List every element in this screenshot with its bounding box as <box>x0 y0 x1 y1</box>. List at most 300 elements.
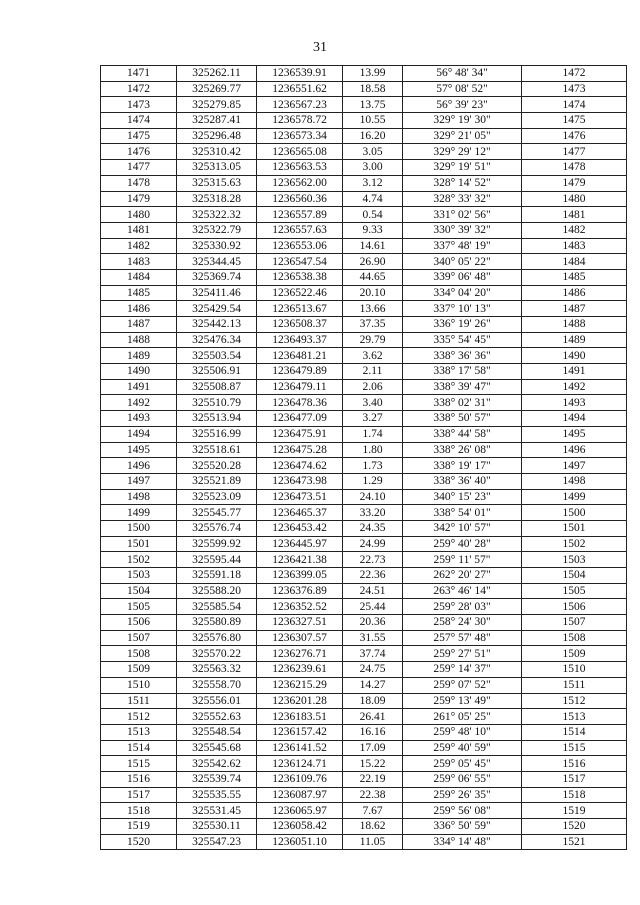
x-coordinate-cell: 325513.94 <box>177 411 257 427</box>
bearing-cell: 259° 07' 52" <box>403 677 522 693</box>
table-row <box>101 301 627 317</box>
bearing-cell: 56° 39' 23" <box>403 97 522 113</box>
next-point-cell: 1511 <box>522 677 627 693</box>
distance-cell: 25.44 <box>343 599 403 615</box>
y-coordinate-cell: 1236473.51 <box>257 489 343 505</box>
bearing-cell: 257° 57' 48" <box>403 630 522 646</box>
next-point-cell: 1477 <box>522 144 627 160</box>
y-coordinate-cell: 1236479.89 <box>257 364 343 380</box>
point-number-cell: 1490 <box>101 364 177 380</box>
table-row <box>101 458 627 474</box>
x-coordinate-cell: 325322.79 <box>177 222 257 238</box>
next-point-cell: 1482 <box>522 222 627 238</box>
point-number-cell: 1476 <box>101 144 177 160</box>
next-point-cell: 1496 <box>522 442 627 458</box>
x-coordinate-cell: 325287.41 <box>177 113 257 129</box>
distance-cell: 3.40 <box>343 395 403 411</box>
point-number-cell: 1473 <box>101 97 177 113</box>
bearing-cell: 340° 15' 23" <box>403 489 522 505</box>
y-coordinate-cell: 1236479.11 <box>257 379 343 395</box>
bearing-cell: 259° 40' 28" <box>403 536 522 552</box>
y-coordinate-cell: 1236475.28 <box>257 442 343 458</box>
table-row <box>101 144 627 160</box>
y-coordinate-cell: 1236508.37 <box>257 317 343 333</box>
point-number-cell: 1510 <box>101 677 177 693</box>
y-coordinate-cell: 1236513.67 <box>257 301 343 317</box>
distance-cell: 13.75 <box>343 97 403 113</box>
table-row <box>101 348 627 364</box>
x-coordinate-cell: 325310.42 <box>177 144 257 160</box>
coordinate-table-body <box>101 66 627 850</box>
y-coordinate-cell: 1236087.97 <box>257 787 343 803</box>
point-number-cell: 1520 <box>101 834 177 850</box>
x-coordinate-cell: 325521.89 <box>177 473 257 489</box>
table-row <box>101 411 627 427</box>
point-number-cell: 1515 <box>101 756 177 772</box>
table-row <box>101 207 627 223</box>
distance-cell: 16.16 <box>343 724 403 740</box>
bearing-cell: 328° 14' 52" <box>403 175 522 191</box>
y-coordinate-cell: 1236421.38 <box>257 552 343 568</box>
bearing-cell: 329° 19' 51" <box>403 160 522 176</box>
point-number-cell: 1483 <box>101 254 177 270</box>
distance-cell: 26.41 <box>343 709 403 725</box>
y-coordinate-cell: 1236565.08 <box>257 144 343 160</box>
next-point-cell: 1499 <box>522 489 627 505</box>
table-row <box>101 756 627 772</box>
y-coordinate-cell: 1236478.36 <box>257 395 343 411</box>
x-coordinate-cell: 325476.34 <box>177 332 257 348</box>
point-number-cell: 1496 <box>101 458 177 474</box>
bearing-cell: 338° 26' 08" <box>403 442 522 458</box>
next-point-cell: 1492 <box>522 379 627 395</box>
y-coordinate-cell: 1236557.89 <box>257 207 343 223</box>
x-coordinate-cell: 325545.68 <box>177 740 257 756</box>
x-coordinate-cell: 325429.54 <box>177 301 257 317</box>
distance-cell: 10.55 <box>343 113 403 129</box>
next-point-cell: 1504 <box>522 568 627 584</box>
distance-cell: 22.36 <box>343 568 403 584</box>
bearing-cell: 331° 02' 56" <box>403 207 522 223</box>
bearing-cell: 259° 11' 57" <box>403 552 522 568</box>
point-number-cell: 1503 <box>101 568 177 584</box>
point-number-cell: 1516 <box>101 771 177 787</box>
y-coordinate-cell: 1236399.05 <box>257 568 343 584</box>
bearing-cell: 329° 19' 30" <box>403 113 522 129</box>
next-point-cell: 1520 <box>522 819 627 835</box>
distance-cell: 17.09 <box>343 740 403 756</box>
point-number-cell: 1518 <box>101 803 177 819</box>
y-coordinate-cell: 1236538.38 <box>257 269 343 285</box>
table-row <box>101 771 627 787</box>
table-row <box>101 662 627 678</box>
next-point-cell: 1491 <box>522 364 627 380</box>
next-point-cell: 1475 <box>522 113 627 129</box>
next-point-cell: 1510 <box>522 662 627 678</box>
y-coordinate-cell: 1236327.51 <box>257 615 343 631</box>
point-number-cell: 1484 <box>101 269 177 285</box>
y-coordinate-cell: 1236201.28 <box>257 693 343 709</box>
x-coordinate-cell: 325591.18 <box>177 568 257 584</box>
distance-cell: 1.29 <box>343 473 403 489</box>
next-point-cell: 1507 <box>522 615 627 631</box>
x-coordinate-cell: 325595.44 <box>177 552 257 568</box>
bearing-cell: 259° 13' 49" <box>403 693 522 709</box>
point-number-cell: 1475 <box>101 128 177 144</box>
bearing-cell: 339° 06' 48" <box>403 269 522 285</box>
distance-cell: 37.74 <box>343 646 403 662</box>
next-point-cell: 1518 <box>522 787 627 803</box>
point-number-cell: 1514 <box>101 740 177 756</box>
bearing-cell: 259° 56' 08" <box>403 803 522 819</box>
y-coordinate-cell: 1236560.36 <box>257 191 343 207</box>
table-row <box>101 646 627 662</box>
table-row <box>101 364 627 380</box>
point-number-cell: 1486 <box>101 301 177 317</box>
bearing-cell: 329° 29' 12" <box>403 144 522 160</box>
x-coordinate-cell: 325588.20 <box>177 583 257 599</box>
x-coordinate-cell: 325523.09 <box>177 489 257 505</box>
bearing-cell: 335° 54' 45" <box>403 332 522 348</box>
bearing-cell: 259° 28' 03" <box>403 599 522 615</box>
point-number-cell: 1519 <box>101 819 177 835</box>
table-row <box>101 473 627 489</box>
x-coordinate-cell: 325508.87 <box>177 379 257 395</box>
table-row <box>101 66 627 82</box>
distance-cell: 31.55 <box>343 630 403 646</box>
next-point-cell: 1508 <box>522 630 627 646</box>
y-coordinate-cell: 1236473.98 <box>257 473 343 489</box>
y-coordinate-cell: 1236481.21 <box>257 348 343 364</box>
distance-cell: 7.67 <box>343 803 403 819</box>
next-point-cell: 1472 <box>522 66 627 82</box>
y-coordinate-cell: 1236547.54 <box>257 254 343 270</box>
table-row <box>101 819 627 835</box>
point-number-cell: 1491 <box>101 379 177 395</box>
point-number-cell: 1497 <box>101 473 177 489</box>
next-point-cell: 1493 <box>522 395 627 411</box>
y-coordinate-cell: 1236553.06 <box>257 238 343 254</box>
point-number-cell: 1508 <box>101 646 177 662</box>
table-row <box>101 254 627 270</box>
table-row <box>101 128 627 144</box>
table-row <box>101 238 627 254</box>
x-coordinate-cell: 325313.05 <box>177 160 257 176</box>
distance-cell: 3.12 <box>343 175 403 191</box>
x-coordinate-cell: 325411.46 <box>177 285 257 301</box>
next-point-cell: 1494 <box>522 411 627 427</box>
table-row <box>101 677 627 693</box>
y-coordinate-cell: 1236557.63 <box>257 222 343 238</box>
point-number-cell: 1507 <box>101 630 177 646</box>
distance-cell: 24.75 <box>343 662 403 678</box>
x-coordinate-cell: 325279.85 <box>177 97 257 113</box>
point-number-cell: 1493 <box>101 411 177 427</box>
x-coordinate-cell: 325535.55 <box>177 787 257 803</box>
next-point-cell: 1498 <box>522 473 627 489</box>
distance-cell: 18.58 <box>343 81 403 97</box>
next-point-cell: 1514 <box>522 724 627 740</box>
point-number-cell: 1488 <box>101 332 177 348</box>
y-coordinate-cell: 1236065.97 <box>257 803 343 819</box>
table-row <box>101 442 627 458</box>
x-coordinate-cell: 325530.11 <box>177 819 257 835</box>
x-coordinate-cell: 325576.80 <box>177 630 257 646</box>
point-number-cell: 1474 <box>101 113 177 129</box>
next-point-cell: 1521 <box>522 834 627 850</box>
distance-cell: 20.36 <box>343 615 403 631</box>
distance-cell: 24.99 <box>343 536 403 552</box>
x-coordinate-cell: 325539.74 <box>177 771 257 787</box>
point-number-cell: 1485 <box>101 285 177 301</box>
y-coordinate-cell: 1236051.10 <box>257 834 343 850</box>
distance-cell: 26.90 <box>343 254 403 270</box>
y-coordinate-cell: 1236562.00 <box>257 175 343 191</box>
point-number-cell: 1482 <box>101 238 177 254</box>
bearing-cell: 259° 48' 10" <box>403 724 522 740</box>
table-row <box>101 599 627 615</box>
x-coordinate-cell: 325548.54 <box>177 724 257 740</box>
y-coordinate-cell: 1236475.91 <box>257 426 343 442</box>
distance-cell: 11.05 <box>343 834 403 850</box>
next-point-cell: 1485 <box>522 269 627 285</box>
bearing-cell: 338° 54' 01" <box>403 505 522 521</box>
next-point-cell: 1486 <box>522 285 627 301</box>
next-point-cell: 1503 <box>522 552 627 568</box>
point-number-cell: 1509 <box>101 662 177 678</box>
next-point-cell: 1500 <box>522 505 627 521</box>
table-row <box>101 160 627 176</box>
point-number-cell: 1495 <box>101 442 177 458</box>
bearing-cell: 338° 50' 57" <box>403 411 522 427</box>
bearing-cell: 259° 40' 59" <box>403 740 522 756</box>
distance-cell: 14.61 <box>343 238 403 254</box>
bearing-cell: 338° 36' 36" <box>403 348 522 364</box>
next-point-cell: 1488 <box>522 317 627 333</box>
point-number-cell: 1494 <box>101 426 177 442</box>
distance-cell: 24.35 <box>343 520 403 536</box>
table-row <box>101 97 627 113</box>
y-coordinate-cell: 1236567.23 <box>257 97 343 113</box>
y-coordinate-cell: 1236551.62 <box>257 81 343 97</box>
bearing-cell: 259° 14' 37" <box>403 662 522 678</box>
distance-cell: 22.73 <box>343 552 403 568</box>
next-point-cell: 1502 <box>522 536 627 552</box>
distance-cell: 0.54 <box>343 207 403 223</box>
bearing-cell: 57° 08' 52" <box>403 81 522 97</box>
table-row <box>101 583 627 599</box>
point-number-cell: 1498 <box>101 489 177 505</box>
x-coordinate-cell: 325585.54 <box>177 599 257 615</box>
bearing-cell: 342° 10' 57" <box>403 520 522 536</box>
next-point-cell: 1490 <box>522 348 627 364</box>
table-row <box>101 332 627 348</box>
distance-cell: 15.22 <box>343 756 403 772</box>
x-coordinate-cell: 325531.45 <box>177 803 257 819</box>
x-coordinate-cell: 325556.01 <box>177 693 257 709</box>
x-coordinate-cell: 325344.45 <box>177 254 257 270</box>
distance-cell: 2.06 <box>343 379 403 395</box>
x-coordinate-cell: 325510.79 <box>177 395 257 411</box>
distance-cell: 29.79 <box>343 332 403 348</box>
table-row <box>101 536 627 552</box>
x-coordinate-cell: 325563.32 <box>177 662 257 678</box>
x-coordinate-cell: 325369.74 <box>177 269 257 285</box>
bearing-cell: 338° 17' 58" <box>403 364 522 380</box>
x-coordinate-cell: 325262.11 <box>177 66 257 82</box>
x-coordinate-cell: 325520.28 <box>177 458 257 474</box>
table-row <box>101 834 627 850</box>
y-coordinate-cell: 1236183.51 <box>257 709 343 725</box>
next-point-cell: 1505 <box>522 583 627 599</box>
distance-cell: 18.62 <box>343 819 403 835</box>
bearing-cell: 334° 04' 20" <box>403 285 522 301</box>
distance-cell: 4.74 <box>343 191 403 207</box>
table-row <box>101 489 627 505</box>
bearing-cell: 328° 33' 32" <box>403 191 522 207</box>
table-row <box>101 693 627 709</box>
point-number-cell: 1506 <box>101 615 177 631</box>
x-coordinate-cell: 325315.63 <box>177 175 257 191</box>
y-coordinate-cell: 1236239.61 <box>257 662 343 678</box>
next-point-cell: 1501 <box>522 520 627 536</box>
distance-cell: 2.11 <box>343 364 403 380</box>
next-point-cell: 1480 <box>522 191 627 207</box>
page-number: 31 <box>313 40 327 55</box>
point-number-cell: 1471 <box>101 66 177 82</box>
next-point-cell: 1515 <box>522 740 627 756</box>
bearing-cell: 259° 06' 55" <box>403 771 522 787</box>
distance-cell: 37.35 <box>343 317 403 333</box>
y-coordinate-cell: 1236477.09 <box>257 411 343 427</box>
distance-cell: 20.10 <box>343 285 403 301</box>
y-coordinate-cell: 1236157.42 <box>257 724 343 740</box>
x-coordinate-cell: 325570.22 <box>177 646 257 662</box>
x-coordinate-cell: 325518.61 <box>177 442 257 458</box>
y-coordinate-cell: 1236522.46 <box>257 285 343 301</box>
distance-cell: 3.00 <box>343 160 403 176</box>
bearing-cell: 330° 39' 32" <box>403 222 522 238</box>
bearing-cell: 338° 36' 40" <box>403 473 522 489</box>
next-point-cell: 1506 <box>522 599 627 615</box>
bearing-cell: 263° 46' 14" <box>403 583 522 599</box>
x-coordinate-cell: 325599.92 <box>177 536 257 552</box>
point-number-cell: 1478 <box>101 175 177 191</box>
bearing-cell: 338° 39' 47" <box>403 379 522 395</box>
bearing-cell: 338° 02' 31" <box>403 395 522 411</box>
table-row <box>101 552 627 568</box>
point-number-cell: 1480 <box>101 207 177 223</box>
distance-cell: 24.51 <box>343 583 403 599</box>
table-row <box>101 520 627 536</box>
next-point-cell: 1516 <box>522 756 627 772</box>
bearing-cell: 336° 50' 59" <box>403 819 522 835</box>
distance-cell: 13.99 <box>343 66 403 82</box>
point-number-cell: 1505 <box>101 599 177 615</box>
point-number-cell: 1500 <box>101 520 177 536</box>
y-coordinate-cell: 1236563.53 <box>257 160 343 176</box>
point-number-cell: 1501 <box>101 536 177 552</box>
table-row <box>101 395 627 411</box>
y-coordinate-cell: 1236109.76 <box>257 771 343 787</box>
table-row <box>101 568 627 584</box>
distance-cell: 1.74 <box>343 426 403 442</box>
table-row <box>101 505 627 521</box>
next-point-cell: 1497 <box>522 458 627 474</box>
y-coordinate-cell: 1236539.91 <box>257 66 343 82</box>
next-point-cell: 1487 <box>522 301 627 317</box>
point-number-cell: 1477 <box>101 160 177 176</box>
x-coordinate-cell: 325442.13 <box>177 317 257 333</box>
next-point-cell: 1476 <box>522 128 627 144</box>
y-coordinate-cell: 1236453.42 <box>257 520 343 536</box>
x-coordinate-cell: 325552.63 <box>177 709 257 725</box>
point-number-cell: 1499 <box>101 505 177 521</box>
table-row <box>101 426 627 442</box>
table-row <box>101 269 627 285</box>
next-point-cell: 1489 <box>522 332 627 348</box>
y-coordinate-cell: 1236474.62 <box>257 458 343 474</box>
x-coordinate-cell: 325322.32 <box>177 207 257 223</box>
bearing-cell: 337° 48' 19" <box>403 238 522 254</box>
next-point-cell: 1484 <box>522 254 627 270</box>
point-number-cell: 1512 <box>101 709 177 725</box>
x-coordinate-cell: 325503.54 <box>177 348 257 364</box>
x-coordinate-cell: 325516.99 <box>177 426 257 442</box>
point-number-cell: 1517 <box>101 787 177 803</box>
y-coordinate-cell: 1236058.42 <box>257 819 343 835</box>
bearing-cell: 259° 27' 51" <box>403 646 522 662</box>
bearing-cell: 338° 19' 17" <box>403 458 522 474</box>
bearing-cell: 262° 20' 27" <box>403 568 522 584</box>
x-coordinate-cell: 325542.62 <box>177 756 257 772</box>
next-point-cell: 1513 <box>522 709 627 725</box>
next-point-cell: 1473 <box>522 81 627 97</box>
distance-cell: 16.20 <box>343 128 403 144</box>
point-number-cell: 1479 <box>101 191 177 207</box>
table-row <box>101 285 627 301</box>
distance-cell: 13.66 <box>343 301 403 317</box>
point-number-cell: 1504 <box>101 583 177 599</box>
y-coordinate-cell: 1236376.89 <box>257 583 343 599</box>
next-point-cell: 1509 <box>522 646 627 662</box>
y-coordinate-cell: 1236465.37 <box>257 505 343 521</box>
point-number-cell: 1472 <box>101 81 177 97</box>
coordinate-table <box>100 65 627 850</box>
y-coordinate-cell: 1236215.29 <box>257 677 343 693</box>
bearing-cell: 258° 24' 30" <box>403 615 522 631</box>
x-coordinate-cell: 325296.48 <box>177 128 257 144</box>
distance-cell: 3.05 <box>343 144 403 160</box>
next-point-cell: 1481 <box>522 207 627 223</box>
y-coordinate-cell: 1236445.97 <box>257 536 343 552</box>
y-coordinate-cell: 1236352.52 <box>257 599 343 615</box>
distance-cell: 18.09 <box>343 693 403 709</box>
point-number-cell: 1502 <box>101 552 177 568</box>
distance-cell: 22.19 <box>343 771 403 787</box>
table-row <box>101 379 627 395</box>
bearing-cell: 329° 21' 05" <box>403 128 522 144</box>
table-row <box>101 615 627 631</box>
x-coordinate-cell: 325506.91 <box>177 364 257 380</box>
x-coordinate-cell: 325318.28 <box>177 191 257 207</box>
y-coordinate-cell: 1236493.37 <box>257 332 343 348</box>
x-coordinate-cell: 325576.74 <box>177 520 257 536</box>
bearing-cell: 259° 26' 35" <box>403 787 522 803</box>
point-number-cell: 1487 <box>101 317 177 333</box>
distance-cell: 24.10 <box>343 489 403 505</box>
table-row <box>101 317 627 333</box>
